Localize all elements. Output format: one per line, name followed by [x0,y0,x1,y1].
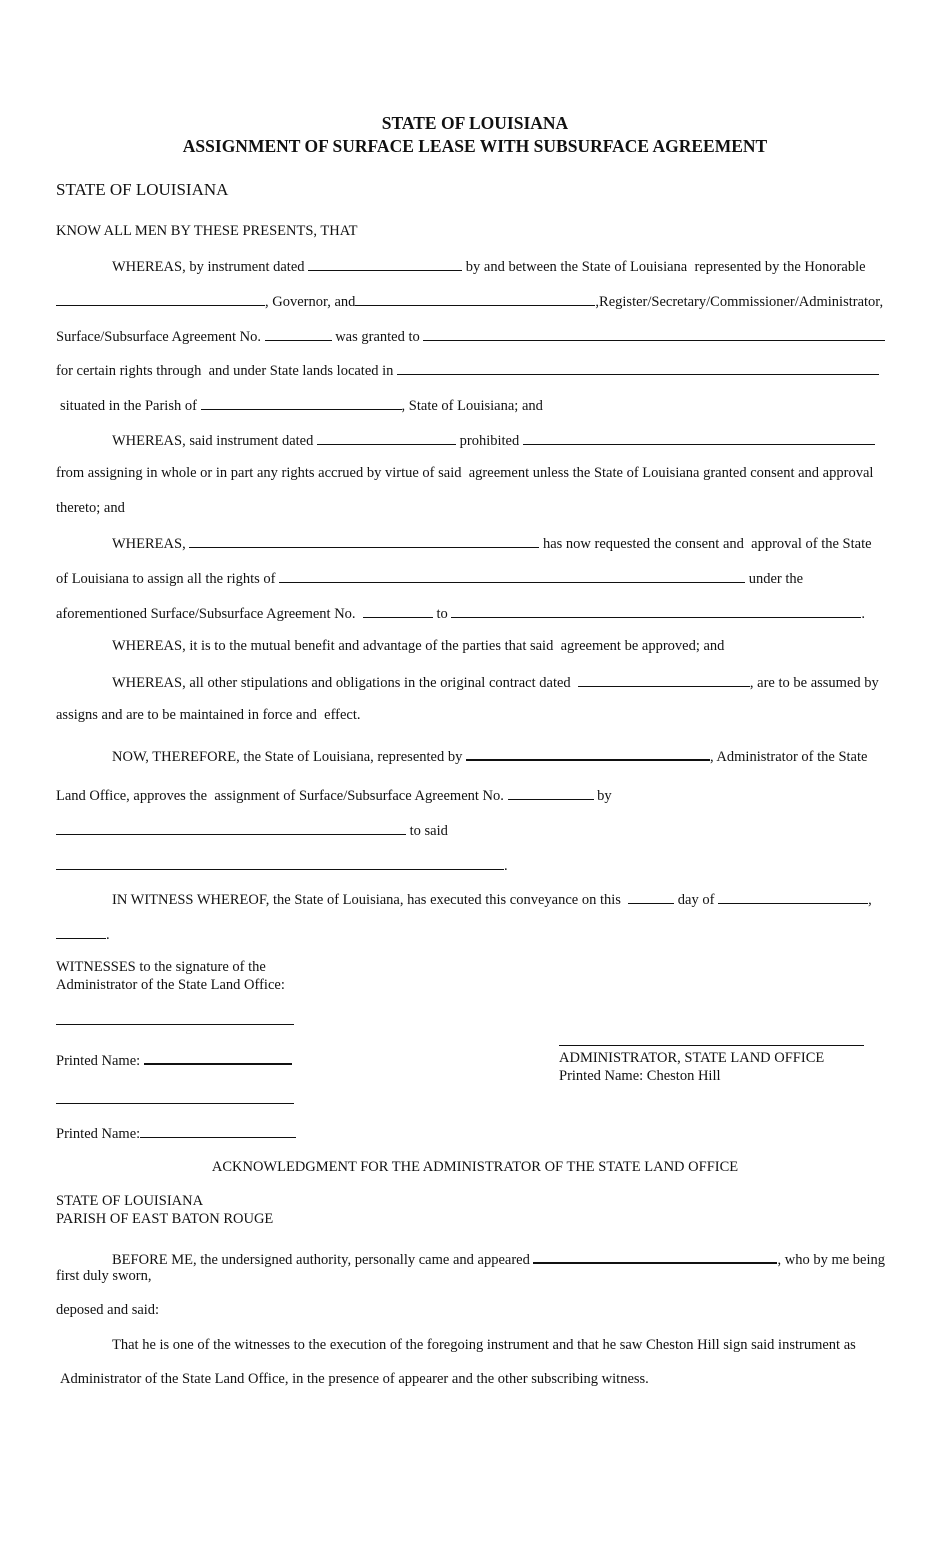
register-name-field[interactable] [355,292,595,306]
said-instrument-date-field[interactable] [317,431,456,445]
assignee-final-field[interactable] [56,856,504,870]
rights-of-field[interactable] [279,569,745,583]
parish-line: situated in the Parish of , State of Louisiana; and [60,398,543,414]
now-therefore-line: NOW, THEREFORE, the State of Louisiana, represented by , Administrator of the State [112,746,867,765]
witnesses-label-2: Administrator of the State Land Office: [56,977,285,993]
intro-text: KNOW ALL MEN BY THESE PRESENTS, THAT [56,223,358,239]
granted-to-field[interactable] [423,327,885,341]
whereas-instrument-line: WHEREAS, by instrument dated by and between the State of Louisiana represented by the Honorable [112,259,866,275]
ack-parish: PARISH OF EAST BATON ROUGE [56,1211,274,1227]
aforementioned-number-field[interactable] [363,604,433,618]
printed-name-2-field[interactable] [140,1124,296,1138]
governor-line: , Governor, and ,Register/Secretary/Commissioner/Administrator, [56,292,883,310]
assignee-final-line: . [56,856,508,874]
assignee-field[interactable] [451,604,861,618]
thereto-text: thereto; and [56,500,125,516]
original-contract-date-field[interactable] [578,673,750,687]
stipulations-line: WHEREAS, all other stipulations and obligations in the original contract dated , are to be assumed by [112,675,879,691]
witness-1-signature-line[interactable] [56,1024,294,1025]
presence-text: Administrator of the State Land Office, in the presence of appearer and the other subscribing witness. [60,1371,649,1387]
assignor-field[interactable] [56,821,406,835]
administrator-title: ADMINISTRATOR, STATE LAND OFFICE [559,1050,825,1066]
witness-statement-text: That he is one of the witnesses to the execution of the foregoing instrument and that he saw Cheston Hill sign said instrument as [112,1337,856,1353]
requested-consent-line: WHEREAS, has now requested the consent and approval of the State [112,536,872,552]
governor-name-field[interactable] [56,292,265,306]
lands-location-field[interactable] [397,361,879,375]
before-me-line: BEFORE ME, the undersigned authority, personally came and appeared , who by me being [112,1249,885,1268]
witness-whereof-line: IN WITNESS WHEREOF, the State of Louisiana, has executed this conveyance on this day of , [112,892,872,908]
parish-field[interactable] [201,396,402,410]
approved-agreement-number-field[interactable] [508,786,594,800]
state-lands-line: for certain rights through and under State lands located in [56,361,879,379]
title-line-1: STATE OF LOUISIANA [381,113,569,133]
aforementioned-agreement-line: aforementioned Surface/Subsurface Agreement No. to . [56,606,865,622]
deposed-text: deposed and said: [56,1302,160,1318]
force-effect-text: assigns and are to be maintained in force and effect. [56,707,361,723]
mutual-benefit-text: WHEREAS, it is to the mutual benefit and advantage of the parties that said agreement be approved; and [112,638,725,654]
approves-assignment-line: Land Office, approves the assignment of Surface/Subsurface Agreement No. by [56,788,612,804]
day-field[interactable] [628,890,674,904]
prohibited-line: WHEREAS, said instrument dated prohibited [112,431,875,449]
ack-state: STATE OF LOUISIANA [56,1193,204,1209]
agreement-granted-line: Surface/Subsurface Agreement No. was granted to [56,327,885,345]
witnesses-label-1: WITNESSES to the signature of the [56,959,266,975]
instrument-date-field[interactable] [308,257,462,271]
duly-sworn-text: first duly sworn, [56,1268,152,1284]
year-field[interactable] [56,925,106,939]
state-heading: STATE OF LOUISIANA [56,180,229,199]
agreement-number-field[interactable] [265,327,332,341]
printed-name-1-field[interactable] [144,1050,292,1065]
prohibited-party-field[interactable] [523,431,875,445]
year-line: . [56,925,110,943]
printed-name-2: Printed Name: [56,1124,296,1142]
appearer-name-field[interactable] [533,1249,777,1264]
administrator-printed-name: Printed Name: Cheston Hill [559,1068,721,1084]
printed-name-1: Printed Name: [56,1050,292,1069]
acknowledgment-heading: ACKNOWLEDGMENT FOR THE ADMINISTRATOR OF THE STATE LAND OFFICE [211,1159,739,1175]
requesting-party-field[interactable] [189,534,539,548]
administrator-name-field[interactable] [466,746,710,761]
assignor-line: to said [56,821,448,839]
assigning-text: from assigning in whole or in part any rights accrued by virtue of said agreement unless the State of Louisiana granted consent and approval [56,465,874,481]
title-line-2: ASSIGNMENT OF SURFACE LEASE WITH SUBSURFACE AGREEMENT [182,136,768,156]
witness-2-signature-line[interactable] [56,1103,294,1104]
administrator-signature-line[interactable] [559,1045,864,1046]
assign-rights-line: of Louisiana to assign all the rights of under the [56,571,804,587]
month-field[interactable] [718,890,868,904]
